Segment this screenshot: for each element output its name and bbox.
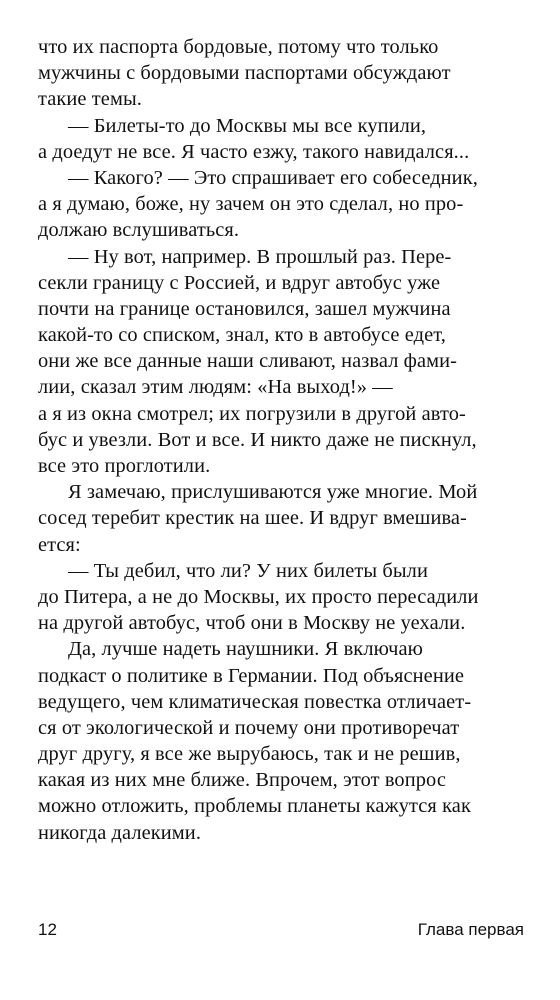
text-line: Я замечаю, прислушиваются уже многие. Мой (68, 481, 478, 504)
text-line: а доедут не все. Я часто езжу, такого навидался... (38, 140, 470, 163)
text-line: подкаст о политике в Германии. Под объяснение (38, 664, 465, 687)
text-line: друг другу, я все же вырубаюсь, так и не решив, (38, 743, 461, 766)
text-line: — Ну вот, например. В прошлый раз. Пере- (68, 245, 452, 268)
text-line: — Какого? — Это спрашивает его собеседник, (68, 166, 478, 189)
text-line: сосед теребит крестик на шее. И вдруг вмешива- (38, 507, 467, 530)
text-line: никогда далекими. (38, 821, 202, 844)
text-line: бус и увезли. Вот и все. И никто даже не пискнул, (38, 428, 477, 451)
text-line: почти на границе остановился, зашел мужчина (38, 297, 451, 320)
text-line: — Билеты-то до Москвы мы все купили, (68, 114, 427, 137)
text-line: до Питера, а не до Москвы, их просто пересадили (38, 585, 479, 608)
page-footer (38, 920, 524, 944)
text-line: мужчины с бордовыми паспортами обсуждают (38, 62, 451, 85)
text-line: на другой автобус, чтоб они в Москву не уехали. (38, 612, 466, 635)
text-line: ется: (38, 533, 81, 556)
text-line: ся от экологической и почему они противоречат (38, 716, 460, 739)
text-line: все это проглотили. (38, 455, 211, 477)
text-line: такие темы. (38, 88, 142, 111)
text-line: — Ты дебил, что ли? У них билеты были (68, 559, 428, 582)
text-line: секли границу с Россией, и вдруг автобус уже (38, 271, 441, 294)
running-footer-chapter: Глава первая (417, 920, 524, 939)
text-line: можно отложить, проблемы планеты кажутся как (38, 795, 471, 818)
page-number: 12 (38, 920, 57, 939)
text-line: должаю вслушиваться. (38, 219, 240, 242)
text-line: что их паспорта бордовые, потому что только (38, 36, 439, 58)
text-line: а я думаю, боже, ну зачем он это сделал, но про- (38, 193, 464, 216)
text-line: какой-то со списком, знал, кто в автобусе едет, (38, 324, 446, 347)
text-line: они же все данные наши сливают, назвал фами- (38, 350, 458, 373)
text-line: какая из них мне ближе. Впрочем, этот вопрос (38, 769, 446, 792)
body-text (38, 34, 528, 846)
text-line: ведущего, чем климатическая повестка отличает- (38, 690, 472, 713)
text-line: Да, лучше надеть наушники. Я включаю (68, 638, 423, 661)
text-line: лии, сказал этим людям: «На выход!» — (38, 376, 393, 399)
text-line: а я из окна смотрел; их погрузили в другой авто- (38, 402, 466, 425)
